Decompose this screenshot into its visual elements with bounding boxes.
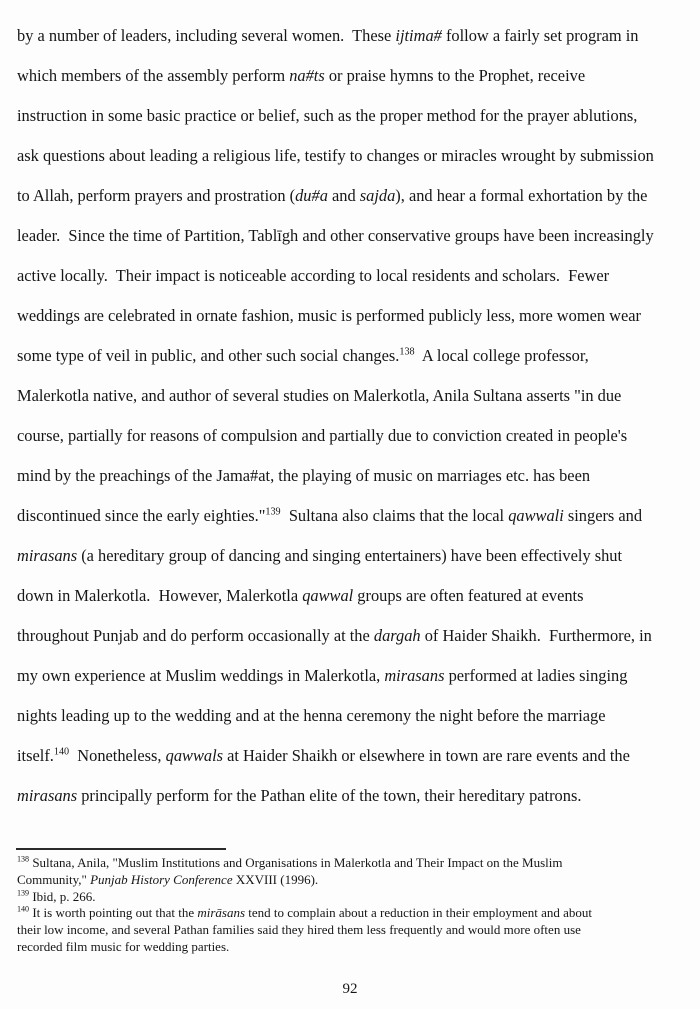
text-run: mirasans (17, 786, 78, 805)
text-run: mirasans (17, 546, 78, 565)
body-text-line (17, 256, 686, 296)
body-text-line (17, 56, 686, 96)
body-text-line (17, 376, 686, 416)
body-text-line (17, 416, 686, 456)
text-run: itself. (17, 746, 54, 765)
body-text-line (17, 456, 686, 496)
body-text-line (17, 536, 686, 576)
text-run: nights leading up to the wedding and at the henna ceremony the night before the marriage (17, 706, 606, 725)
footnote-line (17, 872, 686, 889)
text-run: Nonetheless, (69, 746, 166, 765)
footnote-138 (17, 855, 686, 889)
text-run: Punjab History Conference (90, 871, 233, 887)
text-run: which members of the assembly perform (17, 66, 290, 85)
text-run: na#ts (289, 66, 325, 85)
body-text-line (17, 136, 686, 176)
text-run: dargah (373, 626, 421, 645)
body-text-line (17, 656, 686, 696)
text-run: at Haider Shaikh or elsewhere in town are rare events and the (223, 746, 630, 765)
text-run: and (327, 186, 360, 205)
text-run: Sultana also claims that the local (280, 506, 509, 525)
footnote-reference: 139 (17, 888, 30, 898)
footnotes (0, 850, 700, 956)
body-text-line (17, 576, 686, 616)
body-text-line (17, 296, 686, 336)
body-text-line (17, 496, 686, 536)
text-run: It is worth pointing out that the (29, 905, 198, 921)
text-run: qawwals (165, 746, 224, 765)
footnote-line (17, 905, 686, 922)
text-run: Sultana, Anila, "Muslim Institutions and Organisations in Malerkotla and Their Impact on the Muslim (29, 855, 563, 870)
text-run: singers and (563, 506, 643, 525)
text-run: principally perform for the Pathan elite of the town, their hereditary patrons. (77, 786, 582, 805)
footnote-reference: 139 (265, 506, 281, 518)
text-run: groups are often featured at events (353, 586, 584, 605)
footnote-line (17, 922, 686, 939)
text-run: by a number of leaders, including several women. These (17, 26, 396, 45)
text-run: discontinued since the early eighties." (17, 506, 266, 525)
text-run: down in Malerkotla. However, Malerkotla (17, 586, 303, 605)
body-text-line (17, 616, 686, 656)
text-run: mind by the preachings of the Jama#at, the playing of music on marriages etc. has been (17, 466, 591, 485)
text-run: Malerkotla native, and author of several studies on Malerkotla, Anila Sultana asserts "in due (17, 386, 622, 405)
text-run: ), and hear a formal exhortation by the (395, 186, 648, 205)
text-run: mirāsans (197, 905, 246, 921)
text-run: recorded film music for wedding parties. (17, 938, 230, 954)
body-text-line (17, 216, 686, 256)
footnote-reference: 138 (17, 854, 30, 864)
text-run: A local college professor, (414, 346, 589, 365)
text-run: throughout Punjab and do perform occasionally at the (17, 626, 374, 645)
text-run: Ibid, p. 266. (29, 888, 96, 904)
text-run: my own experience at Muslim weddings in Malerkotla, (17, 666, 385, 685)
text-run: instruction in some basic practice or belief, such as the proper method for the prayer ablutions, (17, 106, 638, 125)
text-run: follow a fairly set program in (441, 26, 639, 45)
body-text-line (17, 736, 686, 776)
text-run: ask questions about leading a religious life, testify to changes or miracles wrought by submission (17, 146, 654, 165)
text-run: XXVIII (1996). (232, 871, 319, 887)
footnote-140 (17, 905, 686, 955)
text-run: du#a (295, 186, 328, 205)
body-text-line (17, 16, 686, 56)
page-number: 92 (342, 981, 358, 997)
text-run: qawwal (302, 586, 354, 605)
footnote-line (17, 939, 686, 956)
body-text-line (17, 336, 686, 376)
text-run: course, partially for reasons of compulsion and partially due to conviction created in people's (17, 426, 628, 445)
body-text-line (17, 96, 686, 136)
footnote-reference: 140 (53, 746, 70, 758)
text-run: to Allah, perform prayers and prostration ( (17, 186, 296, 205)
footnote-139 (17, 889, 686, 906)
body-text-line (17, 776, 686, 816)
body-text-line (17, 696, 686, 736)
footnote-line (17, 855, 686, 872)
text-run: performed at ladies singing (444, 666, 628, 685)
footnote-reference: 140 (17, 905, 30, 915)
text-run: their low income, and several Pathan families said they hired them less frequently and would more often use (17, 922, 581, 938)
text-run: mirasans (384, 666, 445, 685)
text-run: weddings are celebrated in ornate fashion, music is performed publicly less, more women wear (17, 306, 642, 325)
text-run: qawwali (508, 506, 564, 525)
text-run: sajda (359, 186, 396, 205)
footnote-reference: 138 (399, 346, 415, 358)
text-run: tend to complain about a reduction in their employment and about (245, 905, 592, 921)
text-run: (a hereditary group of dancing and singing entertainers) have been effectively shut (77, 546, 623, 565)
body-text-line (17, 176, 686, 216)
text-run: leader. Since the time of Partition, Tablīgh and other conservative groups have been increasingly (17, 226, 654, 245)
text-run: some type of veil in public, and other such social changes. (17, 346, 400, 365)
text-run: or praise hymns to the Prophet, receive (324, 66, 586, 85)
text-run: active locally. Their impact is noticeable according to local residents and scholars. Fewer (17, 266, 610, 285)
text-run: ijtima# (395, 26, 442, 45)
text-run: Community," (17, 871, 91, 887)
text-run: of Haider Shaikh. Furthermore, in (420, 626, 652, 645)
footnote-line (17, 889, 686, 906)
